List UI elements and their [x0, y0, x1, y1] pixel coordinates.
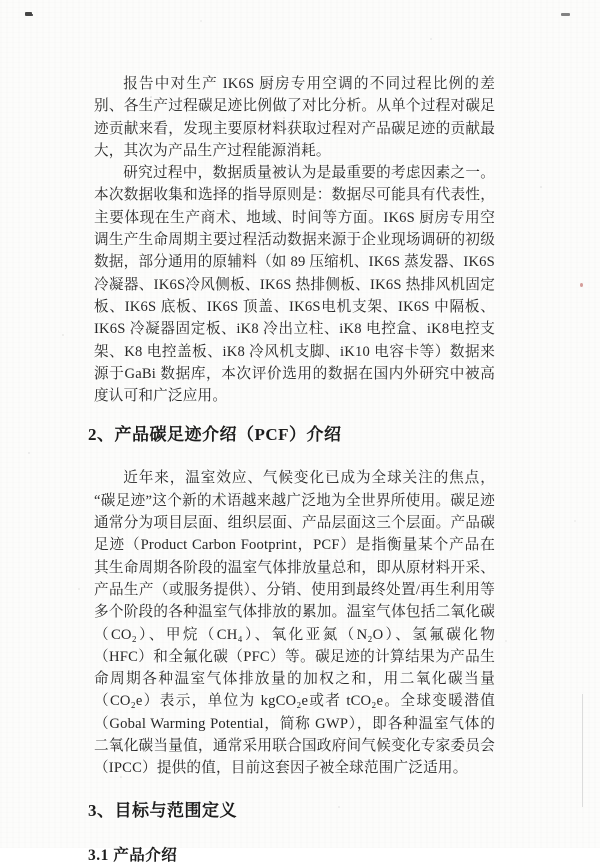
ink-smudge-artifact-top-left [25, 12, 32, 16]
ink-smudge-artifact-top-right [561, 13, 570, 16]
section-heading-3-goal-and-scope: 3、目标与范围定义 [88, 800, 237, 820]
red-speck-artifact [580, 283, 583, 287]
paragraph-data-quality-sources: 研究过程中，数据质量被认为是最重要的考虑因素之一。本次数据收集和选择的指导原则是：数据尽可能具有代表性，主要体现在生产商术、地域、时间等方面。IK6S 厨房专用空调生产生命周期主要过程活动数据来源于企业现场调研的初级数据，部分通用的原辅料（如 89 压缩机、IK6S 蒸发器、IK6S 冷凝器、IK6S冷风侧板、IK6S 热排侧板、IK6S 热排风机固定板、IK6S 底板、IK6S 顶盖、IK6S电机支架、IK6S 中隔板、IK6S 冷凝器固定板、iK8 冷出立柱、iK8 电控盒、iK8电控支架、K8 电控盖板、iK8 冷风机支脚、iK10 电容卡等）数据来源于GaBi 数据库，本次评价选用的数据在国内外研究中被高度认可和广泛应用。 [94, 165, 495, 405]
subsection-heading-3-1-product-introduction: 3.1 产品介绍 [88, 846, 178, 864]
document-content [88, 0, 495, 867]
paragraph-pcf-definition: 近年来，温室效应、气候变化已成为全球关注的焦点，“碳足迹”这个新的术语越来越广泛地为全世界所使用。碳足迹通常分为项目层面、组织层面、产品层面这三个层面。产品碳足迹（Product Carbon Footprint，PCF）是指衡量某个产品在其生命周期各阶段的温室气体排放量总和，即从原材料开采、产品生产（或服务提供）、分销、使用到最终处置/再生利用等多个阶段的各种温室气体排放的累加。温室气体包括二氧化碳（CO₂）、甲烷（CH₄）、氧化亚氮（N₂O）、氢氟碳化物（HFC）和全氟化碳（PFC）等。碳足迹的计算结果为产品生命周期各种温室气体排放量的加权之和，用二氧化碳当量（CO₂e）表示，单位为 kgCO₂e或者 tCO₂e。全球变暖潜值（Gobal Warming Potential，简称 GWP），即各种温室气体的二氧化碳当量值，通常采用联合国政府间气候变化专家委员会（IPCC）提供的值，目前这套因子被全球范围广泛适用。 [94, 470, 495, 777]
scan-noise-specks [0, 0, 2, 2]
section-heading-2-pcf-introduction: 2、产品碳足迹介绍（PCF）介绍 [88, 425, 342, 445]
scan-edge-line [582, 694, 583, 807]
paragraph-process-comparison: 报告中对生产 IK6S 厨房专用空调的不同过程比例的差别、各生产过程碳足迹比例做了对比分析。从单个过程对碳足迹贡献来看，发现主要原材料获取过程对产品碳足迹的贡献最大，其次为产品生产过程能源消耗。 [94, 76, 495, 159]
